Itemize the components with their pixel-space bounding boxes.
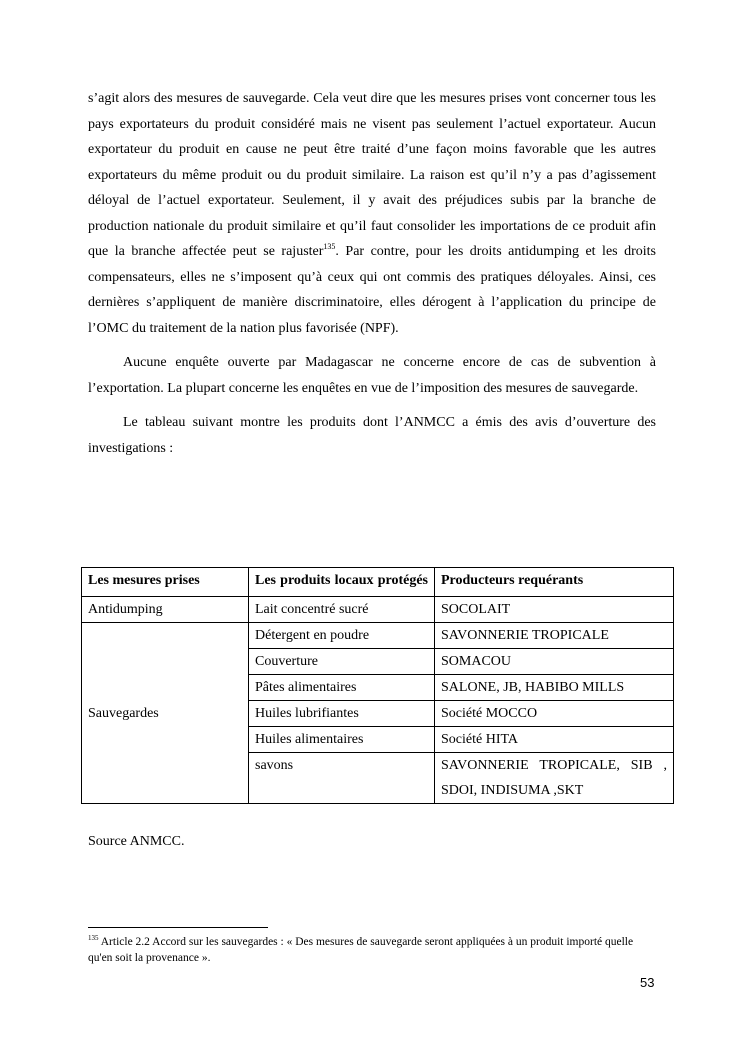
paragraph-1 xyxy=(88,86,656,341)
producer-cell: SOCOLAIT xyxy=(435,597,674,623)
investigations-table xyxy=(81,567,674,804)
producer-cell: SOMACOU xyxy=(435,649,674,675)
footnote-text: Article 2.2 Accord sur les sauvegardes : « Des mesures de sauvegarde seront appliquées à un produit importé quelle qu'en soit la provenance ». xyxy=(88,936,634,964)
measure-cell: Antidumping xyxy=(82,597,249,623)
paragraph-1-continuation: . Par contre, pour les droits antidumping et les droits compensateurs, elles ne s’imposent qu’à ceux qui ont commis des pratiques déloyales. Ainsi, ces dernières s’appliquent de manière discriminatoire, elles dérogent à l’application du principe de l’OMC du traitement de la nation plus favorisée (NPF). xyxy=(88,244,657,336)
paragraph-3: Le tableau suivant montre les produits dont l’ANMCC a émis des avis d’ouverture des investigations : xyxy=(88,415,656,456)
producer-line-2: SDOI, INDISUMA ,SKT xyxy=(441,783,584,798)
table-row xyxy=(82,623,674,649)
table-source: Source ANMCC. xyxy=(88,834,185,849)
producer-cell: SAVONNERIE TROPICALE xyxy=(435,623,674,649)
header-measures: Les mesures prises xyxy=(82,568,249,597)
product-cell: Couverture xyxy=(249,649,435,675)
producer-cell: Société HITA xyxy=(435,727,674,753)
page-number: 53 xyxy=(640,975,655,990)
footnote-number: 135 xyxy=(88,934,99,942)
footnote-divider xyxy=(88,927,268,928)
footnote xyxy=(88,934,658,966)
producer-cell: SALONE, JB, HABIBO MILLS xyxy=(435,675,674,701)
table-header-row xyxy=(82,568,674,597)
product-cell: Lait concentré sucré xyxy=(249,597,435,623)
producer-cell: Société MOCCO xyxy=(435,701,674,727)
paragraph-1-text: s’agit alors des mesures de sauvegarde. Cela veut dire que les mesures prises vont concerner tous les pays exportateurs du produit considéré mais ne visent pas seulement l’actuel exportateur. Aucun exportateur du produit en cause ne peut être traité d’une façon moins favorable que les autres exportateurs du même produit ou du produit similaire. La raison est qu’il n’y a pas d’agissement déloyal de l’actuel exportateur. Seulement, il y avait des préjudices subis par la branche de production nationale du produit similaire et qu’il faut consolider les importations de ce produit afin que la branche affectée peut se rajuster xyxy=(88,91,656,259)
producer-cell xyxy=(435,753,674,804)
header-producers: Producteurs requérants xyxy=(435,568,674,597)
header-products: Les produits locaux protégés xyxy=(249,568,435,597)
measure-cell: Sauvegardes xyxy=(82,623,249,804)
product-cell: Huiles lubrifiantes xyxy=(249,701,435,727)
table-row xyxy=(82,597,674,623)
footnote-reference[interactable]: 135 xyxy=(323,242,336,251)
product-cell: Huiles alimentaires xyxy=(249,727,435,753)
product-cell: savons xyxy=(249,753,435,804)
document-body xyxy=(88,86,656,470)
paragraph-2: Aucune enquête ouverte par Madagascar ne concerne encore de cas de subvention à l’exportation. La plupart concerne les enquêtes en vue de l’imposition des mesures de sauvegarde. xyxy=(88,355,656,396)
product-cell: Détergent en poudre xyxy=(249,623,435,649)
product-cell: Pâtes alimentaires xyxy=(249,675,435,701)
producer-line-1: SAVONNERIE TROPICALE, SIB , xyxy=(441,758,667,773)
